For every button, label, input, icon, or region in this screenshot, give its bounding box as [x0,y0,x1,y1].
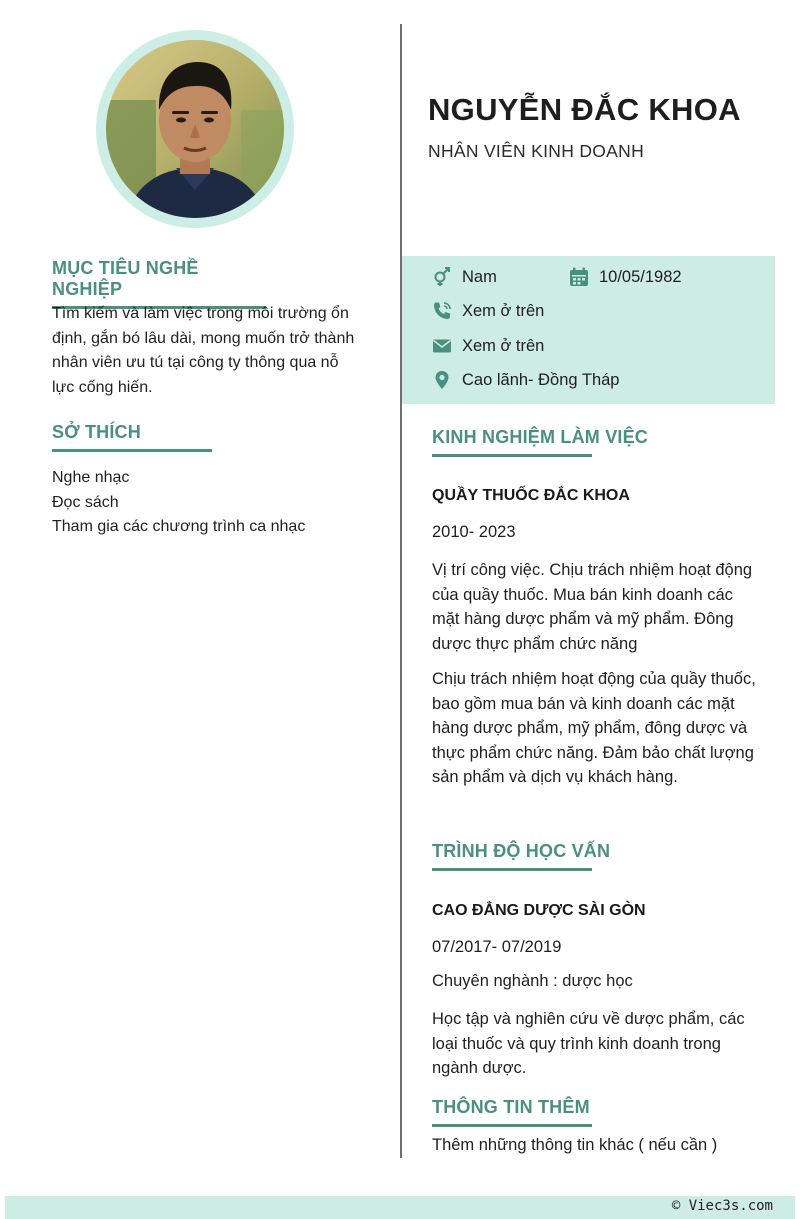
education-period: 07/2017- 07/2019 [432,938,562,956]
address-value: Cao lãnh- Đồng Tháp [462,370,620,389]
candidate-name: NGUYỄN ĐẮC KHOA [428,92,741,127]
birthdate-value: 10/05/1982 [599,267,682,286]
hobbies-underline [52,449,212,452]
calendar-icon [569,267,589,287]
hobbies-section-title [52,422,212,452]
experience-title: KINH NGHIỆM LÀM VIỆC [432,427,649,447]
contact-email [432,336,544,356]
education-description: Học tập và nghiên cứu về dược phẩm, các loại thuốc và quy trình kinh doanh trong ngành dược. [432,1010,745,1078]
candidate-role: NHÂN VIÊN KINH DOANH [428,141,645,161]
gender-value: Nam [462,267,497,286]
email-value: Xem ở trên [462,336,545,355]
avatar-frame [96,30,294,228]
experience-underline [432,454,592,457]
career-goal-title: MỤC TIÊU NGHỀ NGHIỆP [52,258,199,299]
extra-info-underline [432,1124,592,1127]
list-item: Nghe nhạc [52,469,130,486]
contact-birthdate [569,267,682,287]
hobbies-list [52,466,362,540]
list-item: Tham gia các chương trình ca nhạc [52,518,306,535]
extra-info-title: THÔNG TIN THÊM [432,1097,590,1117]
column-divider [400,24,402,1158]
gender-icon [432,267,452,287]
education-underline [432,868,592,871]
location-pin-icon [432,370,452,390]
career-goal-text: Tìm kiếm và làm việc trong môi trường ổn định, gắn bó lâu dài, mong muốn trở thành nhân viên ưu tú tại công ty thông qua nỗ lực cống hiến. [52,305,355,396]
experience-company: QUẦY THUỐC ĐẮC KHOA [432,487,630,504]
experience-description-2: Chịu trách nhiệm hoạt động của quầy thuốc, bao gồm mua bán và kinh doanh các mặt hàng dược phẩm, mỹ phẩm, đông dược và thực phẩm chức năng. Đảm bảo chất lượng sản phẩm và dịch vụ khách hàng. [432,670,756,787]
envelope-icon [432,336,452,356]
experience-period: 2010- 2023 [432,523,516,541]
avatar [106,40,284,218]
education-school: CAO ĐẲNG DƯỢC SÀI GÒN [432,902,646,919]
footer-bar [5,1196,795,1219]
experience-description-1: Vị trí công việc. Chịu trách nhiệm hoạt động của quầy thuốc. Mua bán kinh doanh các mặt hàng dược phẩm và mỹ phẩm. Đông dược thực phẩm chức năng [432,561,753,653]
hobbies-title: SỞ THÍCH [52,422,141,442]
contact-gender [432,267,497,287]
contact-info-box [402,256,775,404]
extra-info-text: Thêm những thông tin khác ( nếu cần ) [432,1136,718,1154]
phone-icon [432,301,452,321]
footer-copyright: © Viec3s.com [671,1198,773,1214]
experience-section-title [432,427,648,457]
avatar-photo [106,40,284,218]
list-item: Đọc sách [52,493,119,511]
extra-info-section-title [432,1097,592,1127]
education-major: Chuyên nghành : dược học [432,972,633,990]
education-title: TRÌNH ĐỘ HỌC VẤN [432,841,611,861]
contact-address [432,370,619,390]
contact-phone [432,301,544,321]
phone-value: Xem ở trên [462,301,545,320]
education-section-title [432,841,610,871]
